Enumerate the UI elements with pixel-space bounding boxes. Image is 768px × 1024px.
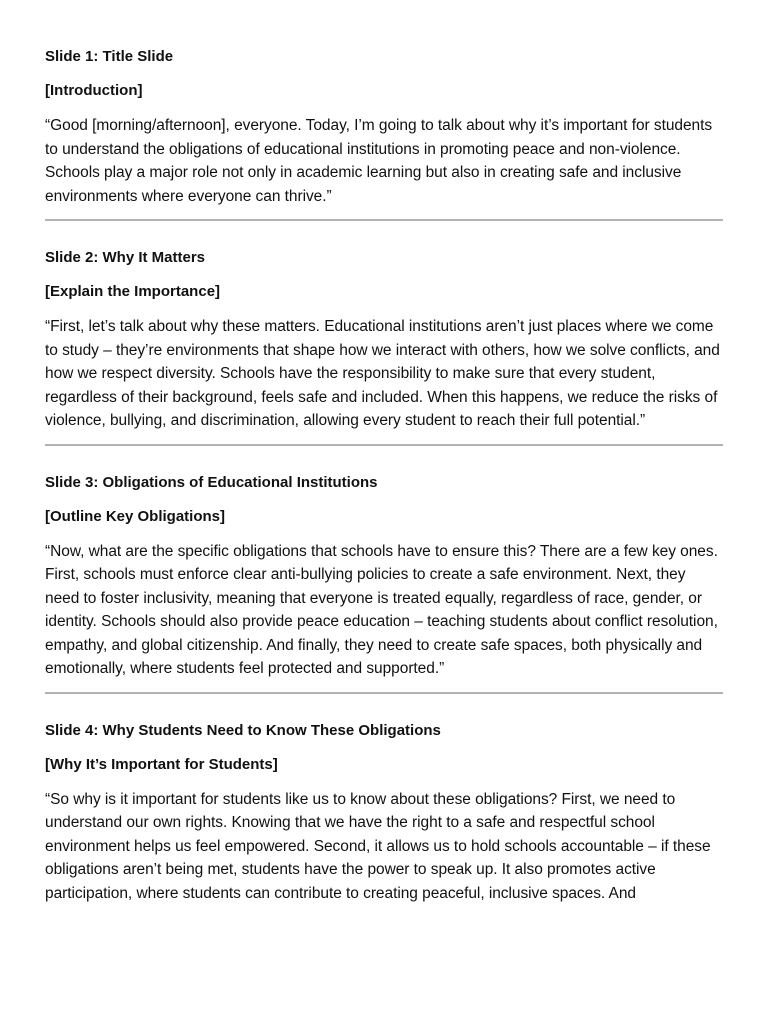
slide-body: “First, let’s talk about why these matters. Educational institutions aren’t just places where we come to study – they’re environments that shape how we interact with others, how we solve conflicts, and how we respect diversity. Schools have the responsibility to make sure that every student, regardless of their background, feels safe and included. When this happens, we reduce the risks of violence, bullying, and discrimination, allowing every student to reach their full potential.”	[45, 318, 720, 429]
slide-section-2	[45, 247, 723, 433]
slide-subtitle: [Outline Key Obligations]	[45, 507, 226, 525]
section-divider	[45, 692, 723, 694]
slide-title: Slide 3: Obligations of Educational Institutions	[45, 473, 378, 491]
slide-section-3	[45, 472, 723, 681]
slide-subtitle: [Why It’s Important for Students]	[45, 755, 278, 773]
slide-section-1	[45, 46, 723, 208]
slide-body: “So why is it important for students like us to know about these obligations? First, we need to understand our own rights. Knowing that we have the right to a safe and respectful school environment helps us feel empowered. Second, it allows us to hold schools accountable – if these obligations aren’t being met, students have the power to speak up. It also promotes active participation, where students can contribute to creating peaceful, inclusive spaces. And	[45, 790, 711, 902]
slide-title: Slide 2: Why It Matters	[45, 249, 206, 266]
slide-subtitle: [Explain the Importance]	[45, 283, 221, 300]
slide-title: Slide 4: Why Students Need to Know These Obligations	[45, 721, 441, 739]
section-divider	[45, 219, 723, 221]
section-divider	[45, 444, 723, 446]
slide-body: “Good [morning/afternoon], everyone. Today, I’m going to talk about why it’s important for students to understand the obligations of educational institutions in promoting peace and non-violence. Schools play a major role not only in academic learning but also in creating safe and inclusive environments where everyone can thrive.”	[45, 117, 713, 205]
slide-subtitle: [Introduction]	[45, 82, 143, 99]
slide-body: “Now, what are the specific obligations that schools have to ensure this? There are a few key ones. First, schools must enforce clear anti-bullying policies to create a safe environment. Next, they need to foster inclusivity, meaning that everyone is treated equally, regardless of race, gender, or identity. Schools should also provide peace education – teaching students about conflict resolution, empathy, and global citizenship. And finally, they need to create safe spaces, both physically and emotionally, where students feel protected and supported.”	[45, 542, 718, 677]
slide-title: Slide 1: Title Slide	[45, 48, 174, 65]
slide-section-4	[45, 720, 723, 906]
